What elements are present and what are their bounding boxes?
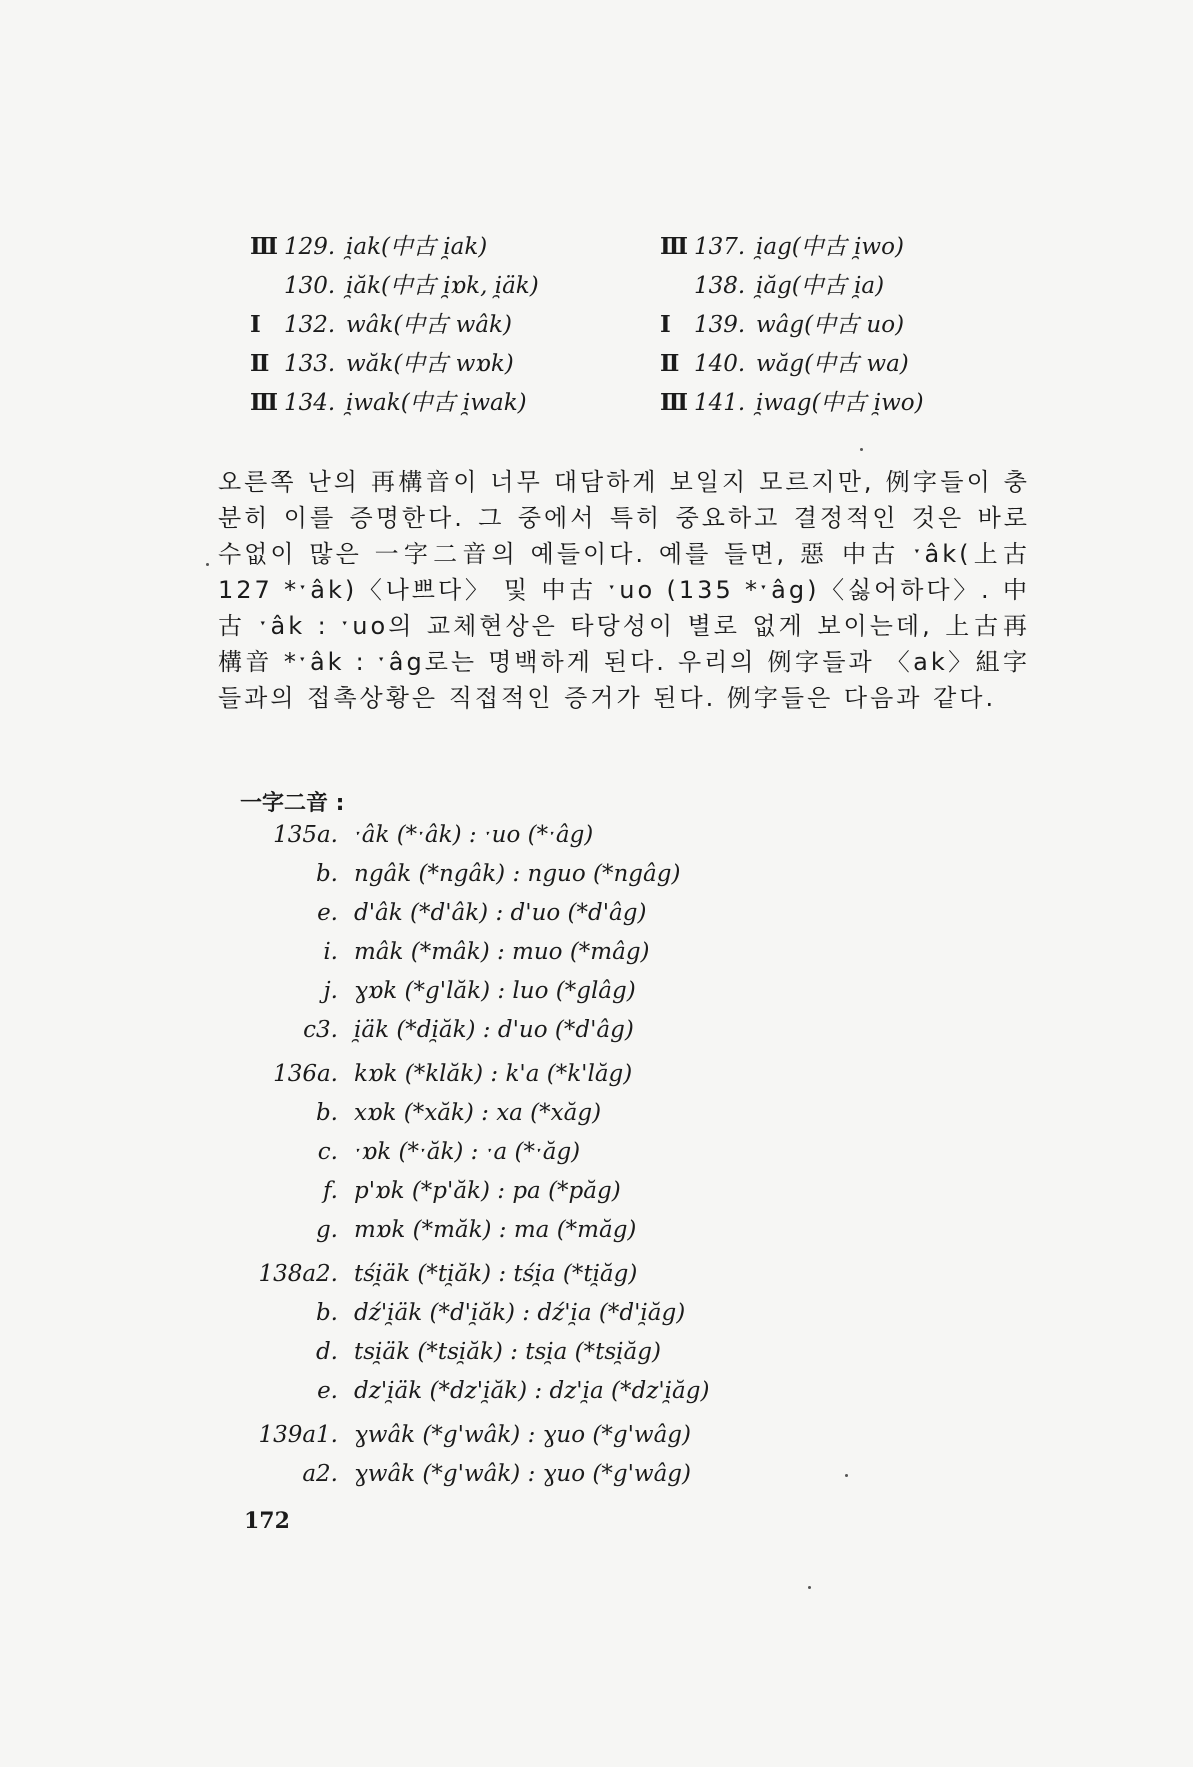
example-label: 135a. xyxy=(273,822,338,848)
rime-text: wâg(中古 uo) xyxy=(756,312,905,338)
example-label: e. xyxy=(317,1378,338,1404)
example-label: d. xyxy=(315,1339,338,1365)
example-row xyxy=(242,1061,1022,1100)
example-text: mâk (*mâk) : muo (*mâg) xyxy=(354,939,650,965)
rime-number: 141. xyxy=(694,390,746,416)
example-text: dź'i̯äk (*d'i̯ăk) : dź'i̯a (*d'i̯ăg) xyxy=(354,1300,686,1326)
rime-entry-right xyxy=(660,267,884,300)
example-text: mɒk (*măk) : ma (*măg) xyxy=(354,1217,637,1243)
body-paragraph: 오른쪽 난의 再構音이 너무 대담하게 보일지 모르지만, 例字들이 충분히 이를 증명한다. 그 중에서 특히 중요하고 결정적인 것은 바로 수없이 많은 一字二音의 예들이다. 예를 들면, 惡 中古 ˑâk(上古 127 *ˑâk)〈나쁘다〉 및 中古 ˑuo (135 *ˑâg)〈싫어하다〉. 中古 ˑâk : ˑuo의 교체현상은 타당성이 별로 없게 보이는데, 上古再構音 *ˑâk : ˑâg로는 명백하게 된다. 우리의 例字들과 〈ak〉組字들과의 접촉상황은 직접적인 증거가 된다. 例字들은 다음과 같다. xyxy=(218,468,1030,712)
example-row xyxy=(242,861,1022,900)
scan-speck xyxy=(845,1474,848,1477)
division-mark: Ⅲ xyxy=(660,233,689,260)
rime-row xyxy=(250,267,970,306)
example-row xyxy=(242,900,1022,939)
scan-speck xyxy=(860,448,863,451)
example-row xyxy=(242,1422,1022,1461)
example-row xyxy=(242,1261,1022,1300)
rime-number: 140. xyxy=(694,351,746,377)
rime-text: i̯wak(中古 i̯wak) xyxy=(346,390,527,416)
division-mark: Ⅰ xyxy=(660,311,671,338)
rime-number: 130. xyxy=(284,273,336,299)
rime-entry-right xyxy=(660,345,909,378)
example-label: e. xyxy=(317,900,338,926)
rime-entry-right xyxy=(660,384,924,417)
rime-number: 132. xyxy=(284,312,336,338)
example-label: 139a1. xyxy=(258,1422,338,1448)
example-text: tsi̯äk (*tsi̯ăk) : tsi̯a (*tsi̯ăg) xyxy=(354,1339,661,1365)
example-text: ɣɒk (*g'lăk) : luo (*glâg) xyxy=(354,978,636,1004)
rime-entry-left xyxy=(250,228,487,261)
example-label: c3. xyxy=(303,1017,338,1043)
rime-entry-left xyxy=(250,345,514,378)
example-text: ngâk (*ngâk) : nguo (*ngâg) xyxy=(354,861,681,887)
page-number: 172 xyxy=(244,1508,290,1534)
example-list xyxy=(242,822,1022,1500)
example-row xyxy=(242,939,1022,978)
example-row xyxy=(242,1100,1022,1139)
rime-text: wâk(中古 wâk) xyxy=(346,312,512,338)
rime-text: i̯ăk(中古 i̯ɒk, i̯äk) xyxy=(346,273,539,299)
example-text: ɣwâk (*g'wâk) : ɣuo (*g'wâg) xyxy=(354,1422,691,1448)
example-label: 138a2. xyxy=(258,1261,338,1287)
rime-text: wăk(中古 wɒk) xyxy=(346,351,514,377)
rime-row xyxy=(250,306,970,345)
example-text: xɒk (*xăk) : xa (*xăg) xyxy=(354,1100,602,1126)
example-label: g. xyxy=(315,1217,338,1243)
division-mark: Ⅱ xyxy=(660,350,680,377)
division-mark: Ⅱ xyxy=(250,350,270,377)
example-row xyxy=(242,822,1022,861)
scan-speck xyxy=(206,563,209,566)
example-label: b. xyxy=(315,861,338,887)
example-text: d'âk (*d'âk) : d'uo (*d'âg) xyxy=(354,900,647,926)
rime-entry-left xyxy=(250,267,539,300)
rime-text: i̯ag(中古 i̯wo) xyxy=(756,234,904,260)
rime-number: 137. xyxy=(694,234,746,260)
example-label: i. xyxy=(323,939,338,965)
rime-text: i̯ak(中古 i̯ak) xyxy=(346,234,488,260)
rime-text: wăg(中古 wa) xyxy=(756,351,909,377)
example-text: ˑɒk (*ˑăk) : ˑa (*ˑăg) xyxy=(354,1139,581,1165)
example-text: p'ɒk (*p'ăk) : pa (*păg) xyxy=(354,1178,621,1204)
example-row xyxy=(242,1178,1022,1217)
rime-entry-left xyxy=(250,384,527,417)
example-text: i̯äk (*di̯ăk) : d'uo (*d'âg) xyxy=(354,1017,634,1043)
rime-row xyxy=(250,384,970,423)
rime-number: 134. xyxy=(284,390,336,416)
example-label: b. xyxy=(315,1300,338,1326)
division-mark: Ⅰ xyxy=(250,311,261,338)
rime-number: 133. xyxy=(284,351,336,377)
example-row xyxy=(242,1300,1022,1339)
rime-number: 129. xyxy=(284,234,336,260)
rime-row xyxy=(250,345,970,384)
example-row xyxy=(242,1339,1022,1378)
rime-number: 139. xyxy=(694,312,746,338)
division-mark: Ⅲ xyxy=(250,233,279,260)
scan-speck xyxy=(808,1586,811,1589)
example-row xyxy=(242,1017,1022,1056)
division-mark: Ⅲ xyxy=(660,389,689,416)
example-row xyxy=(242,1217,1022,1256)
example-label: f. xyxy=(322,1178,338,1204)
example-label: j. xyxy=(323,978,338,1004)
example-row xyxy=(242,1461,1022,1500)
example-label: a2. xyxy=(302,1461,338,1487)
example-row xyxy=(242,1139,1022,1178)
section-label: 一字二音 : xyxy=(240,791,345,816)
example-text: tśi̯äk (*ti̯ăk) : tśi̯a (*ti̯ăg) xyxy=(354,1261,638,1287)
example-row xyxy=(242,1378,1022,1417)
example-row xyxy=(242,978,1022,1017)
rime-number: 138. xyxy=(694,273,746,299)
rime-entry-right xyxy=(660,306,904,339)
example-text: dz'i̯äk (*dz'i̯ăk) : dz'i̯a (*dz'i̯ăg) xyxy=(354,1378,710,1404)
rime-text: i̯ăg(中古 i̯a) xyxy=(756,273,885,299)
example-label: c. xyxy=(317,1139,338,1165)
rime-row xyxy=(250,228,970,267)
example-text: ɣwâk (*g'wâk) : ɣuo (*g'wâg) xyxy=(354,1461,691,1487)
rime-entry-left xyxy=(250,306,512,339)
division-mark: Ⅲ xyxy=(250,389,279,416)
rime-text: i̯wag(中古 i̯wo) xyxy=(756,390,924,416)
example-text: ˑâk (*ˑâk) : ˑuo (*ˑâg) xyxy=(354,822,594,848)
example-label: 136a. xyxy=(273,1061,338,1087)
example-label: b. xyxy=(315,1100,338,1126)
rime-table xyxy=(250,228,970,423)
example-text: kɒk (*klăk) : k'a (*k'lăg) xyxy=(354,1061,633,1087)
rime-entry-right xyxy=(660,228,904,261)
